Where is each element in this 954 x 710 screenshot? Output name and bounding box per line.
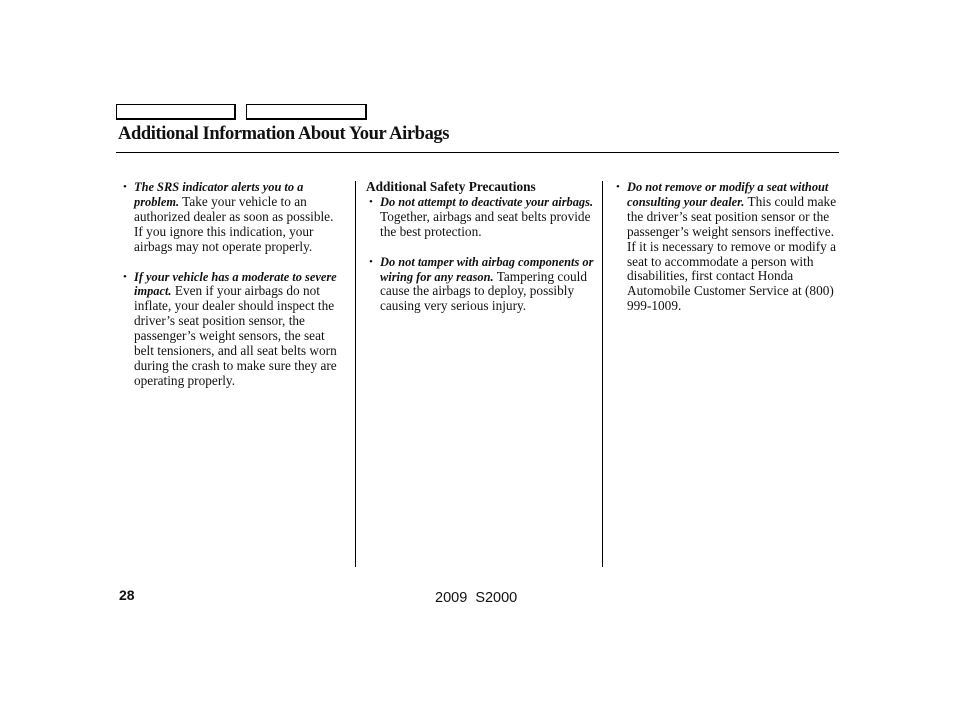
header-tab-box-left bbox=[116, 104, 236, 120]
footer-model: 2009 S2000 bbox=[435, 590, 518, 606]
bullet-icon: • bbox=[369, 195, 373, 208]
list-item bbox=[123, 180, 345, 255]
list-item bbox=[369, 255, 594, 315]
bullet-icon: • bbox=[123, 181, 127, 193]
column-right bbox=[616, 180, 842, 329]
column-divider-2 bbox=[602, 181, 603, 567]
item-lead: Do not tamper with airbag components or wiring for any reason. bbox=[380, 254, 594, 284]
item-lead: The SRS indicator alerts you to a problem. bbox=[134, 180, 304, 209]
item-body: This could make the driver’s seat position sensor or the passenger’s weight sensors ineffective. If it is necessary to remove or modify a seat to accommodate a person with disabilities, first contact Honda Automobile Customer Service at (800) 999-1009. bbox=[627, 193, 837, 314]
item-body: Even if your airbags do not inflate, your dealer should inspect the driver’s seat position sensor, the passenger’s weight sensors, the seat belt tensioners, and all seat belts worn during the crash to make sure they are operating properly. bbox=[134, 283, 337, 388]
bullet-icon: • bbox=[369, 255, 373, 268]
bullet-icon: • bbox=[616, 181, 620, 193]
item-body: Tampering could cause the airbags to deploy, possibly causing very serious injury. bbox=[380, 268, 587, 314]
page-number: 28 bbox=[119, 587, 135, 603]
list-item bbox=[616, 180, 842, 314]
header-tab-box-right bbox=[246, 104, 367, 120]
list-item bbox=[369, 195, 594, 240]
section-heading: Additional Safety Precautions bbox=[366, 179, 536, 194]
page-title: Additional Information About Your Airbags bbox=[118, 124, 450, 144]
item-lead: If your vehicle has a moderate to severe impact. bbox=[134, 269, 337, 299]
item-lead: Do not attempt to deactivate your airbags. bbox=[380, 194, 594, 209]
column-left bbox=[123, 180, 345, 404]
item-body: Take your vehicle to an authorized dealer as soon as possible. If you ignore this indication, your airbags may not operate properly. bbox=[134, 193, 334, 254]
item-lead: Do not remove or modify a seat without consulting your dealer. bbox=[627, 180, 829, 209]
title-rule bbox=[116, 152, 839, 153]
column-middle bbox=[366, 180, 594, 329]
item-body: Together, airbags and seat belts provide the best protection. bbox=[380, 208, 591, 239]
list-item bbox=[123, 270, 345, 389]
bullet-icon: • bbox=[123, 270, 127, 283]
column-divider-1 bbox=[355, 181, 356, 567]
